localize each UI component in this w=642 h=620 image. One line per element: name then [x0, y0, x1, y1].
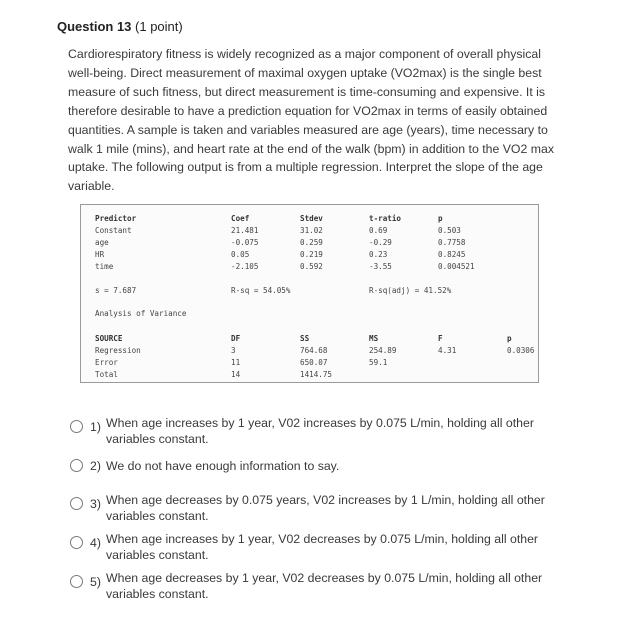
question-points: (1 point) [131, 19, 183, 34]
row-stdev: 31.02 [300, 226, 323, 235]
anova-header-ss: SS [300, 334, 310, 343]
stat-s: s = 7.687 [95, 286, 137, 295]
anova-row-p: 0.0306 [507, 346, 535, 355]
stat-rsq: R-sq = 54.05% [231, 286, 291, 295]
anova-row-df: 3 [231, 346, 236, 355]
anova-title: Analysis of Variance [95, 309, 187, 318]
stat-rsq-adj: R-sq(adj) = 41.52% [369, 286, 452, 295]
anova-header-f: F [438, 334, 443, 343]
row-stdev: 0.259 [300, 238, 323, 247]
question-body: Cardiorespiratory fitness is widely recognized as a major component of overall physical well-being. Direct measurement of maximal oxygen uptake (VO2max) is the single best measure of such fitness, but direct measurement is time-consuming and expensive. It is therefore desirable to have a prediction equation for VO2max in terms of easily obtained quantities. A sample is taken and variables measured are age (years), time necessary to walk 1 mile (mins), and heart rate at the end of the walk (bpm) in addition to the VO2 max uptake. The following output is from a multiple regression. Interpret the slope of the age variable. [68, 47, 554, 194]
anova-row-df: 11 [231, 358, 241, 367]
row-tratio: -3.55 [369, 262, 392, 271]
anova-row-ss: 1414.75 [300, 370, 333, 379]
radio-button[interactable] [70, 420, 83, 433]
row-predictor: age [95, 238, 109, 247]
option-text[interactable]: We do not have enough information to say. [106, 459, 340, 473]
col-header-stdev: Stdev [300, 214, 323, 223]
row-coef: -0.075 [231, 238, 259, 247]
anova-row-f: 4.31 [438, 346, 457, 355]
option-text[interactable]: When age decreases by 1 year, V02 decreases by 0.075 L/min, holding all other variables constant. [106, 571, 543, 601]
row-p: 0.004521 [438, 262, 475, 271]
option-number: 5) [90, 575, 101, 589]
anova-header-p: p [507, 334, 512, 343]
anova-row-source: Total [95, 370, 118, 379]
row-p: 0.503 [438, 226, 461, 235]
anova-row-ss: 764.68 [300, 346, 328, 355]
row-predictor: HR [95, 250, 105, 259]
option-text[interactable]: When age increases by 1 year, V02 decreases by 0.075 L/min, holding all other variables constant. [106, 532, 539, 562]
col-header-coef: Coef [231, 214, 250, 223]
anova-row-ms: 254.89 [369, 346, 397, 355]
row-predictor: time [95, 262, 114, 271]
question-header [57, 19, 183, 34]
option-text[interactable]: When age decreases by 0.075 years, V02 increases by 1 L/min, holding all other variables constant. [106, 493, 545, 523]
anova-row-df: 14 [231, 370, 241, 379]
option-number: 4) [90, 536, 101, 550]
option-number: 2) [90, 459, 101, 473]
col-header-predictor: Predictor [95, 214, 137, 223]
option-number: 3) [90, 497, 101, 511]
radio-button[interactable] [70, 575, 83, 588]
radio-button[interactable] [70, 497, 83, 510]
row-p: 0.8245 [438, 250, 466, 259]
col-header-p: p [438, 214, 443, 223]
question-title: Question 13 [57, 19, 132, 34]
anova-row-ss: 650.07 [300, 358, 328, 367]
row-coef: 0.05 [231, 250, 250, 259]
anova-row-ms: 59.1 [369, 358, 388, 367]
row-tratio: -0.29 [369, 238, 392, 247]
option-number: 1) [90, 420, 101, 434]
col-header-tratio: t-ratio [369, 214, 402, 223]
row-predictor: Constant [95, 226, 132, 235]
radio-button[interactable] [70, 536, 83, 549]
row-p: 0.7758 [438, 238, 466, 247]
row-coef: -2.105 [231, 262, 259, 271]
radio-button[interactable] [70, 459, 83, 472]
anova-row-source: Regression [95, 346, 141, 355]
anova-header-ms: MS [369, 334, 379, 343]
row-stdev: 0.592 [300, 262, 323, 271]
regression-output [80, 204, 539, 383]
anova-header-df: DF [231, 334, 241, 343]
row-tratio: 0.69 [369, 226, 388, 235]
row-tratio: 0.23 [369, 250, 388, 259]
row-coef: 21.481 [231, 226, 259, 235]
option-text[interactable]: When age increases by 1 year, V02 increases by 0.075 L/min, holding all other variables constant. [106, 416, 534, 446]
anova-row-source: Error [95, 358, 118, 367]
row-stdev: 0.219 [300, 250, 323, 259]
anova-header-source: SOURCE [95, 334, 123, 343]
